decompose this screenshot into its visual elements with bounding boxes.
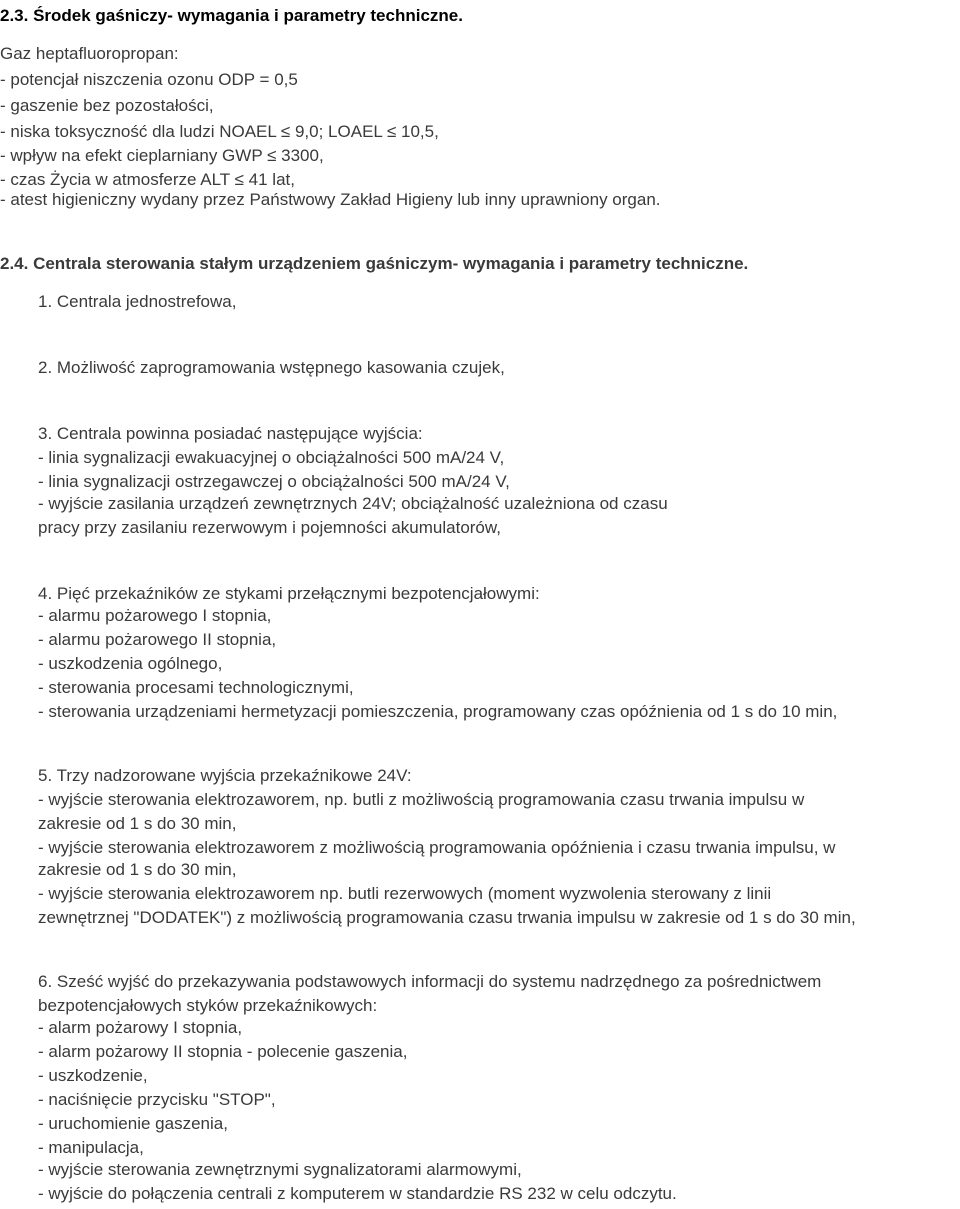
list-item: - alarmu pożarowego I stopnia, xyxy=(38,606,272,625)
list-item: - naciśnięcie przycisku "STOP", xyxy=(38,1090,276,1109)
list-item: - wyjście sterowania elektrozaworem, np. butli z możliwością programowania czasu trwania impulsu w xyxy=(38,790,805,809)
list-item: - czas Życia w atmosferze ALT ≤ 41 lat, xyxy=(0,170,295,189)
list-item: - wyjście do połączenia centrali z komputerem w standardzie RS 232 w celu odczytu. xyxy=(38,1184,677,1203)
list-item: - atest higieniczny wydany przez Państwowy Zakład Higieny lub inny uprawniony organ. xyxy=(0,190,661,209)
list-item: - potencjał niszczenia ozonu ODP = 0,5 xyxy=(0,70,298,89)
list-item: - uszkodzenie, xyxy=(38,1066,148,1085)
list-item: zakresie od 1 s do 30 min, xyxy=(38,860,237,879)
list-item: - alarmu pożarowego II stopnia, xyxy=(38,630,277,649)
list-item: - uszkodzenia ogólnego, xyxy=(38,654,223,673)
list-item: - alarm pożarowy II stopnia - polecenie gaszenia, xyxy=(38,1042,408,1061)
list-item: - linia sygnalizacji ostrzegawczej o obciążalności 500 mA/24 V, xyxy=(38,472,510,491)
list-item: - alarm pożarowy I stopnia, xyxy=(38,1018,243,1037)
section-2-3-heading: 2.3. Środek gaśniczy- wymagania i parametry techniczne. xyxy=(0,6,463,25)
list-item: - sterowania procesami technologicznymi, xyxy=(38,678,354,697)
list-item: bezpotencjałowych styków przekaźnikowych: xyxy=(38,996,378,1015)
list-item: - wyjście zasilania urządzeń zewnętrznych 24V; obciążalność uzależniona od czasu xyxy=(38,494,668,513)
item-3-title: 3. Centrala powinna posiadać następujące wyjścia: xyxy=(38,424,423,443)
list-item: - wyjście sterowania elektrozaworem z możliwością programowania opóźnienia i czasu trwania impulsu, w xyxy=(38,838,836,857)
list-item: - uruchomienie gaszenia, xyxy=(38,1114,228,1133)
gas-name: Gaz heptafluoropropan: xyxy=(0,44,179,63)
item-1: 1. Centrala jednostrefowa, xyxy=(38,292,237,311)
list-item: zakresie od 1 s do 30 min, xyxy=(38,814,237,833)
list-item: - niska toksyczność dla ludzi NOAEL ≤ 9,0; LOAEL ≤ 10,5, xyxy=(0,122,439,141)
list-item: - manipulacja, xyxy=(38,1138,144,1157)
list-item: - sterowania urządzeniami hermetyzacji pomieszczenia, programowany czas opóźnienia od 1 s do 10 min, xyxy=(38,702,838,721)
list-item: - wyjście sterowania elektrozaworem np. butli rezerwowych (moment wyzwolenia sterowany z linii xyxy=(38,884,772,903)
list-item: zewnętrznej "DODATEK") z możliwością programowania czasu trwania impulsu w zakresie od 1 s do 30 min, xyxy=(38,908,856,927)
list-item: - gaszenie bez pozostałości, xyxy=(0,96,214,115)
list-item: pracy przy zasilaniu rezerwowym i pojemności akumulatorów, xyxy=(38,518,501,537)
item-6-title: 6. Sześć wyjść do przekazywania podstawowych informacji do systemu nadrzędnego za pośrednictwem xyxy=(38,972,822,991)
list-item: - wyjście sterowania zewnętrznymi sygnalizatorami alarmowymi, xyxy=(38,1160,522,1179)
item-4-title: 4. Pięć przekaźników ze stykami przełącznymi bezpotencjałowymi: xyxy=(38,584,540,603)
item-2: 2. Możliwość zaprogramowania wstępnego kasowania czujek, xyxy=(38,358,505,377)
list-item: - wpływ na efekt cieplarniany GWP ≤ 3300, xyxy=(0,146,324,165)
section-2-4-heading: 2.4. Centrala sterowania stałym urządzeniem gaśniczym- wymagania i parametry techniczne. xyxy=(0,254,749,273)
list-item: - linia sygnalizacji ewakuacyjnej o obciążalności 500 mA/24 V, xyxy=(38,448,505,467)
item-5-title: 5. Trzy nadzorowane wyjścia przekaźnikowe 24V: xyxy=(38,766,412,785)
